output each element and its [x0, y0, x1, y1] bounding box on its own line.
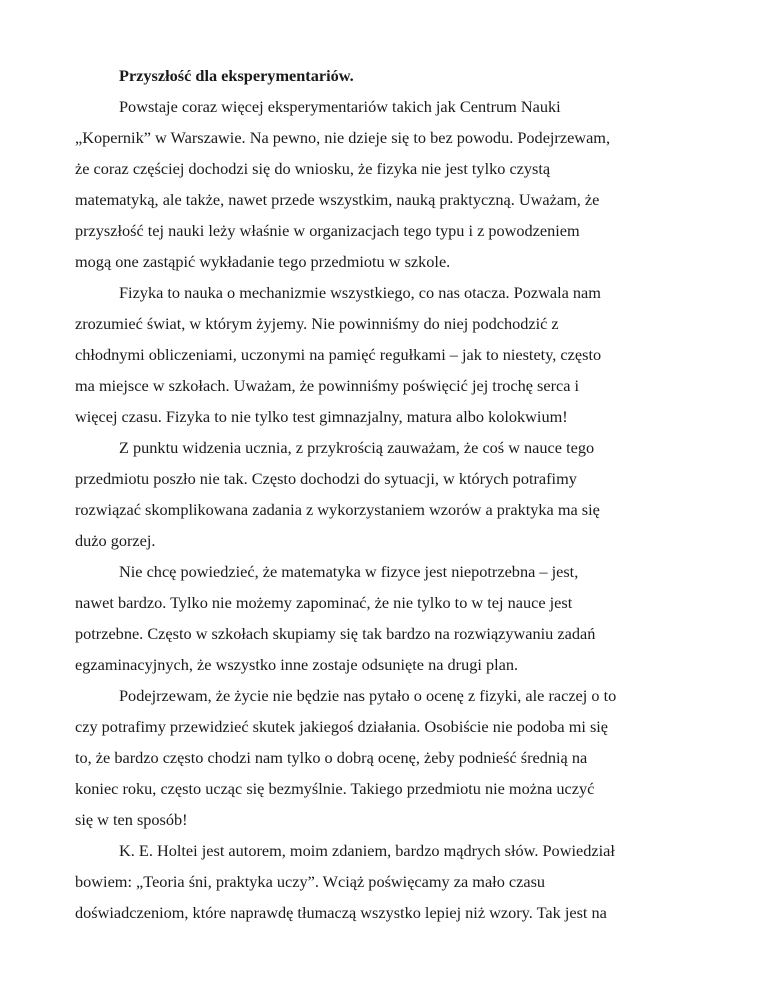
paragraph-3 [75, 432, 705, 556]
text-line: doświadczeniom, które naprawdę tłumaczą wszystko lepiej niż wzory. Tak jest na [75, 903, 607, 922]
text-line: Powstaje coraz więcej eksperymentariów takich jak Centrum Nauki [119, 97, 561, 116]
text-line: czy potrafimy przewidzieć skutek jakiegoś działania. Osobiście nie podoba mi się [75, 717, 609, 736]
text-line: zrozumieć świat, w którym żyjemy. Nie powinniśmy do niej podchodzić z [75, 314, 559, 333]
document-page [75, 60, 705, 928]
document-title: Przyszłość dla eksperymentariów. [119, 66, 354, 85]
text-line: się w ten sposób! [75, 810, 188, 829]
paragraph-1 [75, 91, 705, 277]
text-line: Podejrzewam, że życie nie będzie nas pytało o ocenę z fizyki, ale raczej o to [119, 686, 617, 705]
text-line: potrzebne. Często w szkołach skupiamy się tak bardzo na rozwiązywaniu zadań [75, 624, 596, 643]
text-line: „Kopernik” w Warszawie. Na pewno, nie dzieje się to bez powodu. Podejrzewam, [75, 128, 611, 147]
text-line: matematyką, ale także, nawet przede wszystkim, nauką praktyczną. Uważam, że [75, 190, 600, 209]
text-line: egzaminacyjnych, że wszystko inne zostaje odsunięte na drugi plan. [75, 655, 519, 674]
paragraph-4 [75, 556, 705, 680]
paragraph-5 [75, 680, 705, 835]
text-line: rozwiązać skomplikowana zadania z wykorzystaniem wzorów a praktyka ma się [75, 500, 600, 519]
text-line: Fizyka to nauka o mechanizmie wszystkiego, co nas otacza. Pozwala nam [119, 283, 601, 302]
text-line: Z punktu widzenia ucznia, z przykrością zauważam, że coś w nauce tego [119, 438, 595, 457]
text-line: mogą one zastąpić wykładanie tego przedmiotu w szkole. [75, 252, 451, 271]
paragraph-6 [75, 835, 705, 928]
text-line: Nie chcę powiedzieć, że matematyka w fizyce jest niepotrzebna – jest, [119, 562, 579, 581]
text-line: bowiem: „Teoria śni, praktyka uczy”. Wciąż poświęcamy za mało czasu [75, 872, 546, 891]
text-line: chłodnymi obliczeniami, uczonymi na pamięć regułkami – jak to niestety, często [75, 345, 602, 364]
text-line: nawet bardzo. Tylko nie możemy zapominać, że nie tylko to w tej nauce jest [75, 593, 573, 612]
text-line: to, że bardzo często chodzi nam tylko o dobrą ocenę, żeby podnieść średnią na [75, 748, 588, 767]
text-line: ma miejsce w szkołach. Uważam, że powinniśmy poświęcić jej trochę serca i [75, 376, 580, 395]
text-line: przedmiotu poszło nie tak. Często dochodzi do sytuacji, w których potrafimy [75, 469, 577, 488]
text-line: przyszłość tej nauki leży właśnie w organizacjach tego typu i z powodzeniem [75, 221, 580, 240]
text-line: K. E. Holtei jest autorem, moim zdaniem, bardzo mądrych słów. Powiedział [119, 841, 615, 860]
text-line: koniec roku, często ucząc się bezmyślnie. Takiego przedmiotu nie można uczyć [75, 779, 595, 798]
text-line: dużo gorzej. [75, 531, 156, 550]
text-line: więcej czasu. Fizyka to nie tylko test gimnazjalny, matura albo kolokwium! [75, 407, 568, 426]
paragraph-2 [75, 277, 705, 432]
text-line: że coraz częściej dochodzi się do wniosku, że fizyka nie jest tylko czystą [75, 159, 551, 178]
